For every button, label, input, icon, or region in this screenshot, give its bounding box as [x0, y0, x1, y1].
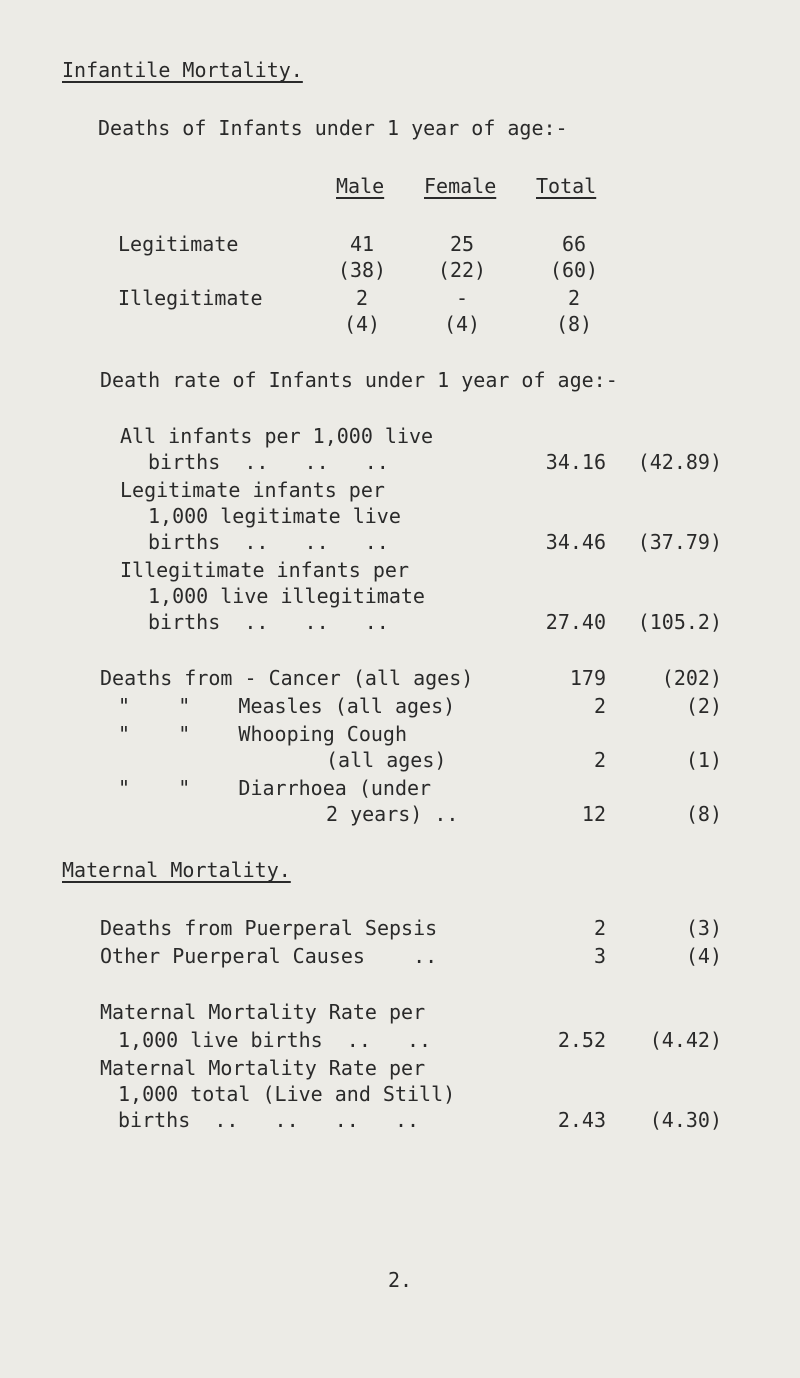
maternal-rate-live-line-2: 1,000 live births .. .. [118, 1028, 432, 1052]
maternal-rate-live-line-1: Maternal Mortality Rate per [100, 1000, 426, 1024]
maternal-mortality-heading: Maternal Mortality. [62, 858, 291, 882]
infant-mortality-heading: Infantile Mortality. [62, 58, 303, 82]
cause-diarrhoea-line-2: 2 years) .. [326, 802, 459, 826]
rate-illegit-line-3: births .. .. .. [148, 610, 389, 634]
rate-illegit-line-2: 1,000 live illegitimate [148, 584, 425, 608]
maternal-rate-total-line-2: 1,000 total (Live and Still) [118, 1082, 456, 1106]
cause-measles-label: " " Measles (all ages) [118, 694, 456, 718]
rate-legit-prev: (37.79) [637, 530, 722, 554]
rate-all-line-2: births .. .. .. [148, 450, 389, 474]
rate-legit-line-1: Legitimate infants per [120, 478, 385, 502]
maternal-rate-total-prev: (4.30) [649, 1108, 722, 1132]
page-number: 2. [387, 1268, 413, 1292]
illegitimate-male: 2 [355, 286, 369, 310]
rate-all-value: 34.16 [545, 450, 606, 474]
cause-whooping-prev: (1) [685, 748, 722, 772]
illegitimate-total-prev: (8) [555, 312, 593, 336]
cause-cancer-label: Deaths from - Cancer (all ages) [100, 666, 474, 690]
column-header-female: Female [424, 174, 497, 198]
rate-legit-line-3: births .. .. .. [148, 530, 389, 554]
row-label-illegitimate: Illegitimate [118, 286, 263, 310]
illegitimate-male-prev: (4) [343, 312, 381, 336]
maternal-rate-live-value: 2.52 [557, 1028, 606, 1052]
maternal-sepsis-label: Deaths from Puerperal Sepsis [100, 916, 438, 940]
maternal-rate-total-line-1: Maternal Mortality Rate per [100, 1056, 426, 1080]
maternal-other-prev: (4) [685, 944, 722, 968]
cause-diarrhoea-line-1: " " Diarrhoea (under [118, 776, 432, 800]
cause-diarrhoea-value: 12 [581, 802, 606, 826]
rate-legit-line-2: 1,000 legitimate live [148, 504, 401, 528]
rate-illegit-line-1: Illegitimate infants per [120, 558, 409, 582]
cause-whooping-value: 2 [593, 748, 606, 772]
maternal-rate-live-prev: (4.42) [649, 1028, 722, 1052]
illegitimate-female-prev: (4) [443, 312, 481, 336]
maternal-other-label: Other Puerperal Causes .. [100, 944, 438, 968]
legitimate-total-prev: (60) [549, 258, 599, 282]
illegitimate-total: 2 [567, 286, 581, 310]
maternal-rate-total-value: 2.43 [557, 1108, 606, 1132]
legitimate-male: 41 [349, 232, 375, 256]
maternal-sepsis-value: 2 [593, 916, 606, 940]
cause-measles-prev: (2) [685, 694, 722, 718]
cause-cancer-value: 179 [569, 666, 606, 690]
maternal-rate-total-line-3: births .. .. .. .. [118, 1108, 420, 1132]
row-label-legitimate: Legitimate [118, 232, 239, 256]
rate-illegit-prev: (105.2) [637, 610, 722, 634]
maternal-sepsis-prev: (3) [685, 916, 722, 940]
rate-illegit-value: 27.40 [545, 610, 606, 634]
column-header-total: Total [536, 174, 597, 198]
legitimate-female: 25 [449, 232, 475, 256]
cause-whooping-line-2: (all ages) [326, 748, 447, 772]
rate-legit-value: 34.46 [545, 530, 606, 554]
legitimate-total: 66 [561, 232, 587, 256]
cause-cancer-prev: (202) [661, 666, 722, 690]
rate-all-prev: (42.89) [637, 450, 722, 474]
cause-measles-value: 2 [593, 694, 606, 718]
maternal-other-value: 3 [593, 944, 606, 968]
deaths-intro: Deaths of Infants under 1 year of age:- [98, 116, 568, 140]
rate-all-line-1: All infants per 1,000 live [120, 424, 434, 448]
legitimate-female-prev: (22) [437, 258, 487, 282]
illegitimate-female: - [455, 286, 469, 310]
cause-whooping-line-1: " " Whooping Cough [118, 722, 407, 746]
rate-intro: Death rate of Infants under 1 year of age:- [100, 368, 618, 392]
legitimate-male-prev: (38) [337, 258, 387, 282]
column-header-male: Male [336, 174, 385, 198]
cause-diarrhoea-prev: (8) [685, 802, 722, 826]
